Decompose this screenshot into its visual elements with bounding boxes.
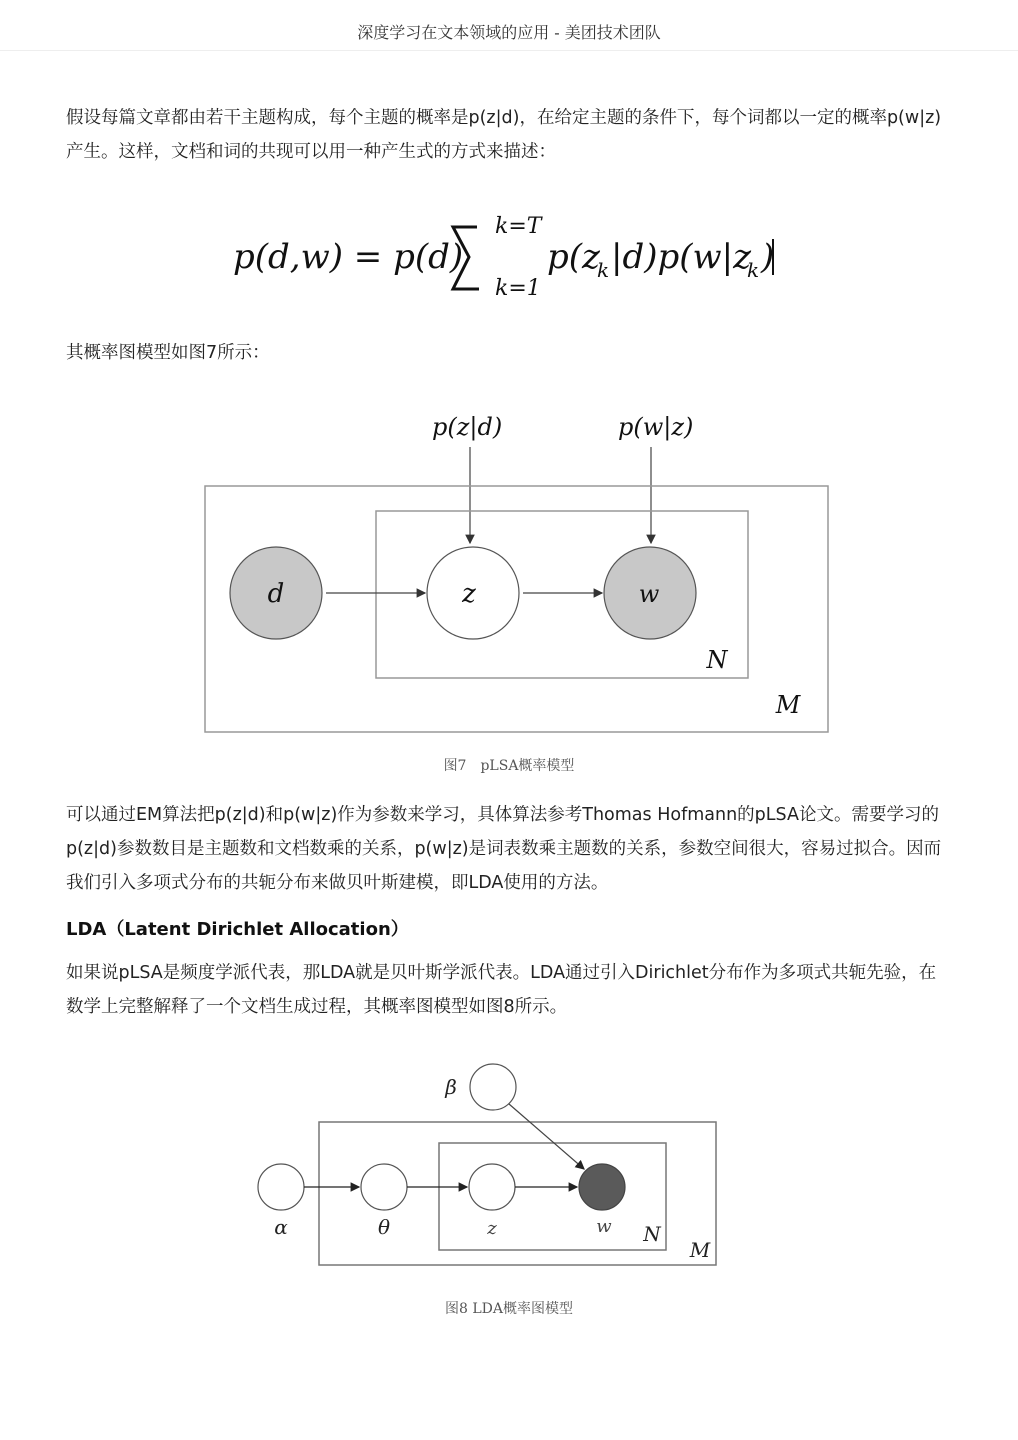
plate-inner-label: N	[706, 646, 728, 674]
formula-rhs-sub1: k	[597, 258, 610, 282]
formula-sum-lower: k=1	[495, 276, 541, 301]
paragraph-intro: 假设每篇文章都由若干主题构成，每个主题的概率是p(z|d)，在给定主题的条件下，每个词都以一定的概率p(w|z)产生。这样，文档和词的共现可以用一种产生式的方式来描述：	[66, 108, 942, 162]
paragraph-fig7-intro: 其概率图模型如图7所示：	[66, 343, 270, 363]
section-heading-lda: LDA（Latent Dirichlet Allocation）	[66, 919, 409, 940]
lda-arrow-beta-w	[509, 1104, 584, 1169]
figure8-caption: 图8 LDA概率图模型	[445, 1301, 573, 1317]
lda-label-z: z	[487, 1218, 497, 1239]
figure-plsa	[200, 405, 840, 740]
formula-svg	[225, 205, 785, 305]
figure-lda	[250, 1058, 730, 1273]
label-pzd: p(z|d)	[432, 413, 503, 441]
lda-label-w: w	[596, 1216, 612, 1237]
figure-lda-svg	[250, 1058, 730, 1273]
formula-plsa	[225, 205, 785, 305]
paragraph-lda: 如果说pLSA是频度学派代表，那LDA就是贝叶斯学派代表。LDA通过引入Dirichlet分布作为多项式共轭先验，在数学上完整解释了一个文档生成过程，其概率图模型如图8所示。	[66, 963, 937, 1017]
lda-node-theta	[361, 1164, 407, 1210]
lda-node-z	[469, 1164, 515, 1210]
formula-rhs-start: p(z	[547, 237, 600, 277]
page-header	[0, 0, 1018, 51]
formula-rhs-end: )	[761, 237, 775, 277]
figure-plsa-svg	[200, 405, 840, 740]
lda-plate-inner-label: N	[643, 1222, 661, 1246]
lda-node-w	[579, 1164, 625, 1210]
node-d-label: d	[267, 579, 285, 609]
lda-node-beta	[470, 1064, 516, 1110]
lda-label-theta: θ	[377, 1215, 391, 1239]
lda-label-beta: β	[445, 1075, 457, 1099]
formula-rhs-mid: |d)p(w|z	[611, 237, 751, 277]
page-title: 深度学习在文本领域的应用 - 美团技术团队	[357, 22, 661, 42]
paragraph-em: 可以通过EM算法把p(z|d)和p(w|z)作为参数来学习，具体算法参考Thomas Hofmann的pLSA论文。需要学习的p(z|d)参数数目是主题数和文档数乘的关系，p(w|z)是词表数乘主题数的关系，参数空间很大，容易过拟合。因而我们引入多项式分布的共轭分布来做贝叶斯建模，即LDA使用的方法。	[66, 805, 942, 893]
label-pwz: p(w|z)	[618, 413, 694, 441]
node-z-label: z	[462, 579, 476, 609]
lda-node-alpha	[258, 1164, 304, 1210]
lda-label-alpha: α	[274, 1215, 288, 1239]
formula-sum-upper: k=T	[495, 214, 542, 239]
formula-lhs: p(d,w) = p(d)	[233, 237, 464, 277]
formula-rhs-sub2: k	[747, 258, 760, 282]
node-w-label: w	[638, 580, 660, 608]
plate-outer-label: M	[775, 691, 801, 719]
figure7-caption: 图7 pLSA概率模型	[443, 758, 575, 774]
lda-plate-outer-label: M	[689, 1238, 711, 1262]
